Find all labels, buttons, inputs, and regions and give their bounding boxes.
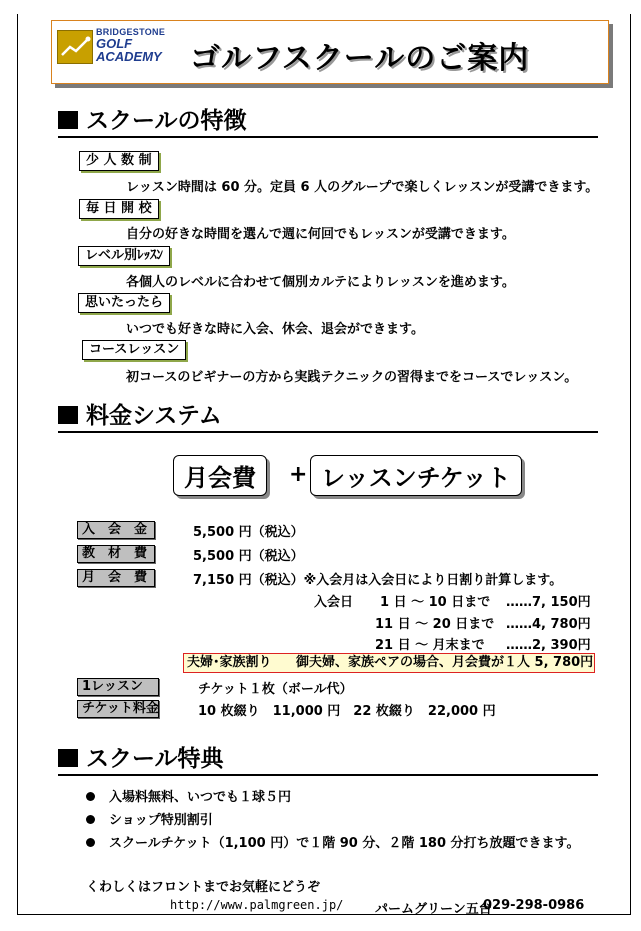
square-bullet-icon — [58, 111, 78, 129]
ticket-label: チケット料金 — [77, 700, 159, 718]
golf-academy-logo-icon — [57, 30, 93, 64]
square-bullet-icon — [58, 749, 78, 767]
feature-desc: 自分の好きな時間を選んで週に何回でもレッスンが受講できます。 — [126, 227, 515, 242]
lesson-label: 1レッスン — [77, 678, 159, 696]
store-name: パームグリーン五台 — [375, 902, 492, 917]
feature-tag: レベル別ﾚｯｽﾝ — [78, 246, 170, 266]
feature-desc: 初コースのビギナーの方から実践テクニックの習得までをコースでレッスン。 — [126, 370, 578, 385]
square-bullet-icon — [58, 406, 78, 424]
daily-prefix: 入会日 — [314, 595, 354, 610]
bullet-dot-icon — [86, 838, 95, 847]
daily-range: 11 日 ～ 20 日まで — [375, 617, 495, 632]
fee-value: 7,150 円（税込）※入会月は入会日により日割り計算します。 — [193, 573, 563, 588]
daily-range: 1 日 ～ 10 日まで — [380, 595, 491, 610]
benefit-item — [86, 786, 291, 805]
feature-desc: 各個人のレベルに合わせて個別カルテによりレッスンを進めます。 — [126, 275, 515, 290]
benefits-heading — [58, 748, 598, 776]
benefit-text: ショップ特別割引 — [109, 813, 213, 828]
fee-value: 5,500 円（税込） — [193, 549, 304, 564]
fee-label: 教 材 費 — [77, 545, 155, 563]
features-heading-text: スクールの特徴 — [86, 108, 247, 134]
feature-tag: 思いたったら — [78, 293, 170, 313]
pricing-heading-text: 料金システム — [86, 403, 222, 429]
features-heading — [58, 110, 598, 138]
fee-label: 入 会 金 — [77, 521, 155, 539]
lesson-ticket-box: レッスンチケット — [310, 455, 522, 496]
bullet-dot-icon — [86, 792, 95, 801]
daily-price: ……2, 390円 — [506, 638, 591, 653]
lesson-value: チケット１枚（ボール代） — [198, 682, 353, 697]
benefits-heading-text: スクール特典 — [86, 746, 224, 772]
benefit-item — [86, 809, 213, 828]
fee-label: 月 会 費 — [77, 569, 155, 587]
discount-label: 夫婦･家族割り — [187, 655, 272, 670]
feature-tag: コースレッスン — [82, 340, 186, 360]
logo-line-1: BRIDGESTONE — [96, 27, 166, 37]
contact-note: くわしくはフロントまでお気軽にどうぞ — [86, 880, 321, 895]
plus-sign: + — [289, 462, 308, 487]
discount-text: 御夫婦、家族ペアの場合、月会費が１人 5, 780円 — [296, 655, 594, 670]
ticket-value: 10 枚綴り 11,000 円 22 枚綴り 22,000 円 — [198, 704, 496, 719]
phone-number: 029-298-0986 — [483, 898, 585, 913]
feature-desc: レッスン時間は 60 分。定員 6 人のグループで楽しくレッスンが受講できます。 — [126, 180, 599, 195]
logo-line-2: GOLF — [96, 36, 133, 51]
daily-range: 21 日 ～ 月末まで — [375, 638, 485, 653]
header-banner — [51, 20, 609, 84]
family-discount-box — [183, 653, 595, 673]
benefit-text: 入場料無料、いつでも１球５円 — [109, 790, 292, 805]
monthly-fee-box: 月会費 — [173, 455, 267, 496]
logo-line-3: ACADEMY — [96, 49, 162, 64]
feature-desc: いつでも好きな時に入会、休会、退会ができます。 — [126, 322, 424, 337]
benefit-item — [86, 832, 580, 851]
pricing-heading — [58, 405, 598, 433]
daily-price: ……4, 780円 — [506, 617, 591, 632]
daily-price: ……7, 150円 — [506, 595, 591, 610]
feature-tag: 毎 日 開 校 — [79, 199, 159, 219]
logo-text — [96, 28, 165, 63]
bullet-dot-icon — [86, 815, 95, 824]
fee-value: 5,500 円（税込） — [193, 525, 304, 540]
website-link[interactable]: http://www.palmgreen.jp/ — [170, 898, 344, 912]
benefit-text: スクールチケット（1,100 円）で１階 90 分、２階 180 分打ち放題できます。 — [109, 836, 580, 851]
feature-tag: 少 人 数 制 — [79, 151, 159, 171]
page-title: ゴルフスクールのご案内 — [190, 41, 530, 76]
